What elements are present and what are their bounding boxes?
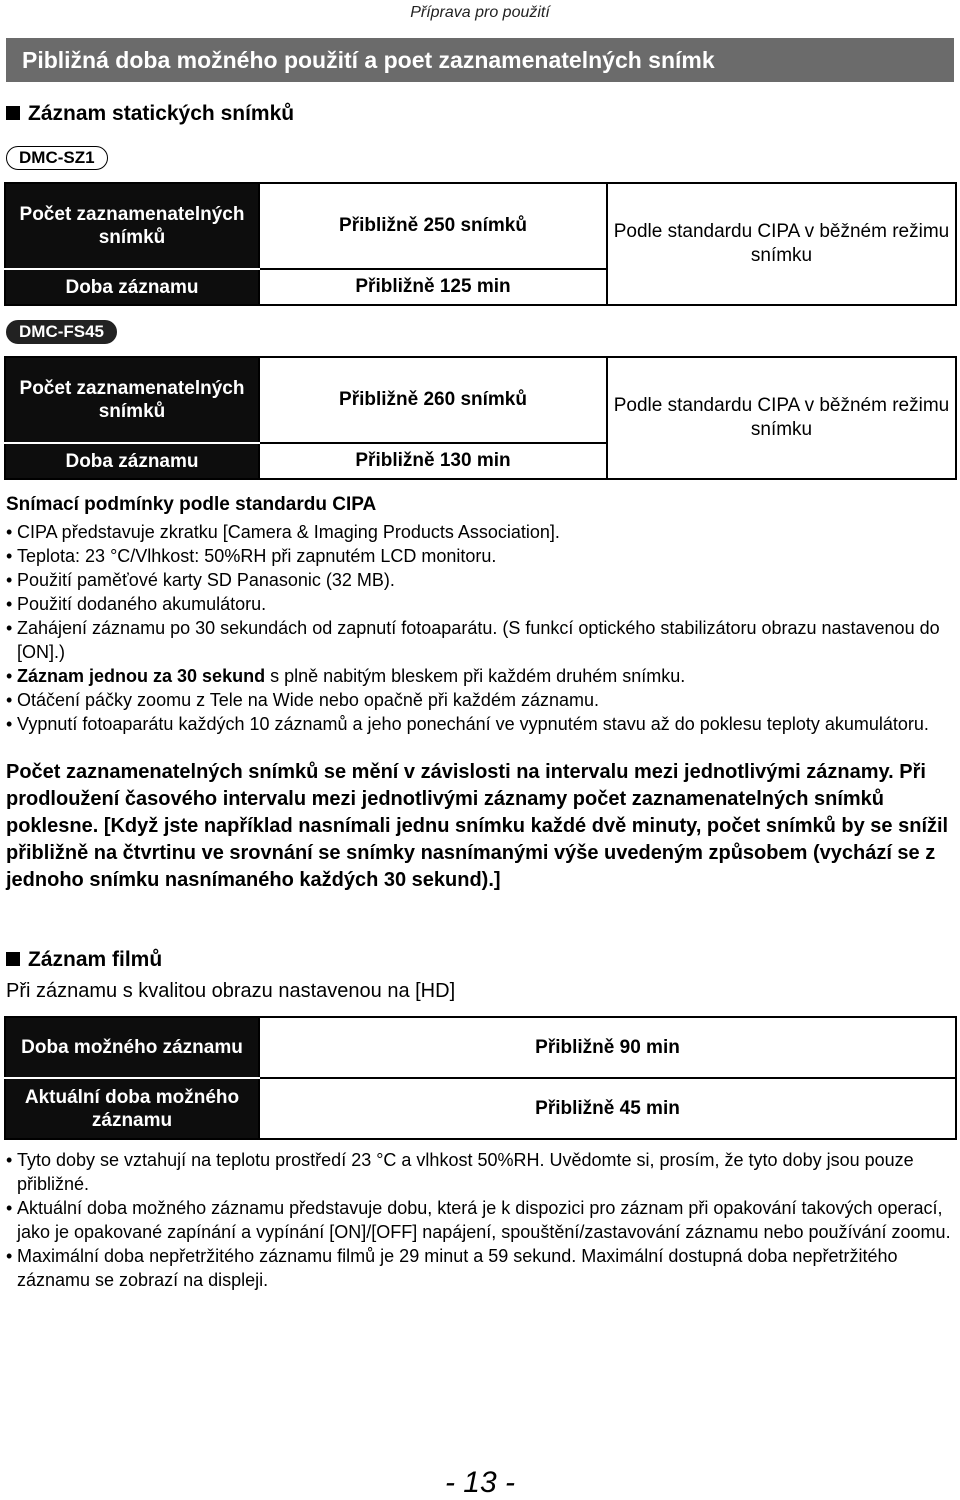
row-label-shot-count: Počet zaznamenatelných snímků — [5, 183, 259, 269]
condition-item: • Použití paměťové karty SD Panasonic (32 MB). — [6, 568, 951, 592]
condition-item: • Vypnutí fotoaparátu každých 10 záznamů a jeho ponechání ve vypnutém stavu až do poklesu teploty akumulátoru. — [6, 712, 951, 736]
model-tag-sz1: DMC-SZ1 — [6, 146, 108, 170]
page-number: - 13 - — [444, 1466, 516, 1499]
cipa-conditions-list — [6, 520, 951, 736]
movie-heading-text: Záznam filmů — [28, 948, 163, 971]
cipa-note: Podle standardu CIPA v běžném režimu snímku — [607, 183, 956, 305]
still-heading-text: Záznam statických snímků — [28, 102, 295, 125]
battery-table-sz1 — [4, 182, 957, 306]
movie-notes-list — [6, 1148, 951, 1292]
value-possible-time: Přibližně 90 min — [259, 1017, 956, 1078]
value-record-time: Přibližně 125 min — [259, 269, 607, 305]
cipa-conditions-title: Snímací podmínky podle standardu CIPA — [6, 494, 377, 515]
battery-table-fs45 — [4, 356, 957, 480]
movie-note-item: • Aktuální doba možného záznamu představuje dobu, která je k dispozici pro záznam při opakování takových operací, jako je opakované zapínání a vypínání [ON]/[OFF] napájení, spouštění/zastavování záznamu nebo používání zoomu. — [6, 1196, 951, 1244]
row-label-possible-time: Doba možného záznamu — [5, 1017, 259, 1078]
condition-item: • CIPA představuje zkratku [Camera & Imaging Products Association]. — [6, 520, 951, 544]
square-bullet-icon — [6, 106, 20, 120]
condition-item: • Teplota: 23 °C/Vlhkost: 50%RH při zapnutém LCD monitoru. — [6, 544, 951, 568]
page-title-banner: Pibližná doba možného použití a poet zaznamenatelných snímk — [6, 38, 954, 82]
movie-time-table — [4, 1016, 957, 1140]
row-label-actual-time: Aktuální doba možného záznamu — [5, 1078, 259, 1139]
movie-section-heading — [6, 948, 162, 972]
still-section-heading — [6, 102, 294, 126]
model-tag-fs45: DMC-FS45 — [6, 320, 117, 344]
value-shot-count: Přibližně 250 snímků — [259, 183, 607, 269]
row-label-record-time: Doba záznamu — [5, 269, 259, 305]
interval-paragraph: Počet zaznamenatelných snímků se mění v závislosti na intervalu mezi jednotlivými záznamy. Při prodloužení časového intervalu mezi jednotlivými záznamy počet zaznamenatelných snímků poklesne. [Když jste například nasnímali jednu snímku každé dvě minuty, počet snímků by se snížil přibližně na čtvrtinu ve srovnání se snímky nasnímanými výše uvedeným způsobem (vychází se z jednoho snímku nasnímaného každých 30 sekund).] — [6, 761, 949, 891]
condition-item: • Záznam jednou za 30 sekund s plně nabitým bleskem při každém druhém snímku. — [6, 664, 951, 688]
movie-note-item: • Maximální doba nepřetržitého záznamu filmů je 29 minut a 59 sekund. Maximální dostupná doba nepřetržitého záznamu se zobrazí na displeji. — [6, 1244, 951, 1292]
movie-subtitle: Při záznamu s kvalitou obrazu nastavenou na [HD] — [6, 980, 456, 1002]
value-record-time: Přibližně 130 min — [259, 443, 607, 479]
movie-note-item: • Tyto doby se vztahují na teplotu prostředí 23 °C a vlhkost 50%RH. Uvědomte si, prosím, že tyto doby jsou pouze přibližné. — [6, 1148, 951, 1196]
row-label-record-time: Doba záznamu — [5, 443, 259, 479]
cipa-note: Podle standardu CIPA v běžném režimu snímku — [607, 357, 956, 479]
square-bullet-icon — [6, 952, 20, 966]
value-actual-time: Přibližně 45 min — [259, 1078, 956, 1139]
condition-item: • Použití dodaného akumulátoru. — [6, 592, 951, 616]
section-header: Příprava pro použití — [410, 4, 550, 21]
value-shot-count: Přibližně 260 snímků — [259, 357, 607, 443]
row-label-shot-count: Počet zaznamenatelných snímků — [5, 357, 259, 443]
condition-item: • Otáčení páčky zoomu z Tele na Wide nebo opačně při každém záznamu. — [6, 688, 951, 712]
condition-item: • Zahájení záznamu po 30 sekundách od zapnutí fotoaparátu. (S funkcí optického stabilizátoru obrazu nastavenou do [ON].) — [6, 616, 951, 664]
